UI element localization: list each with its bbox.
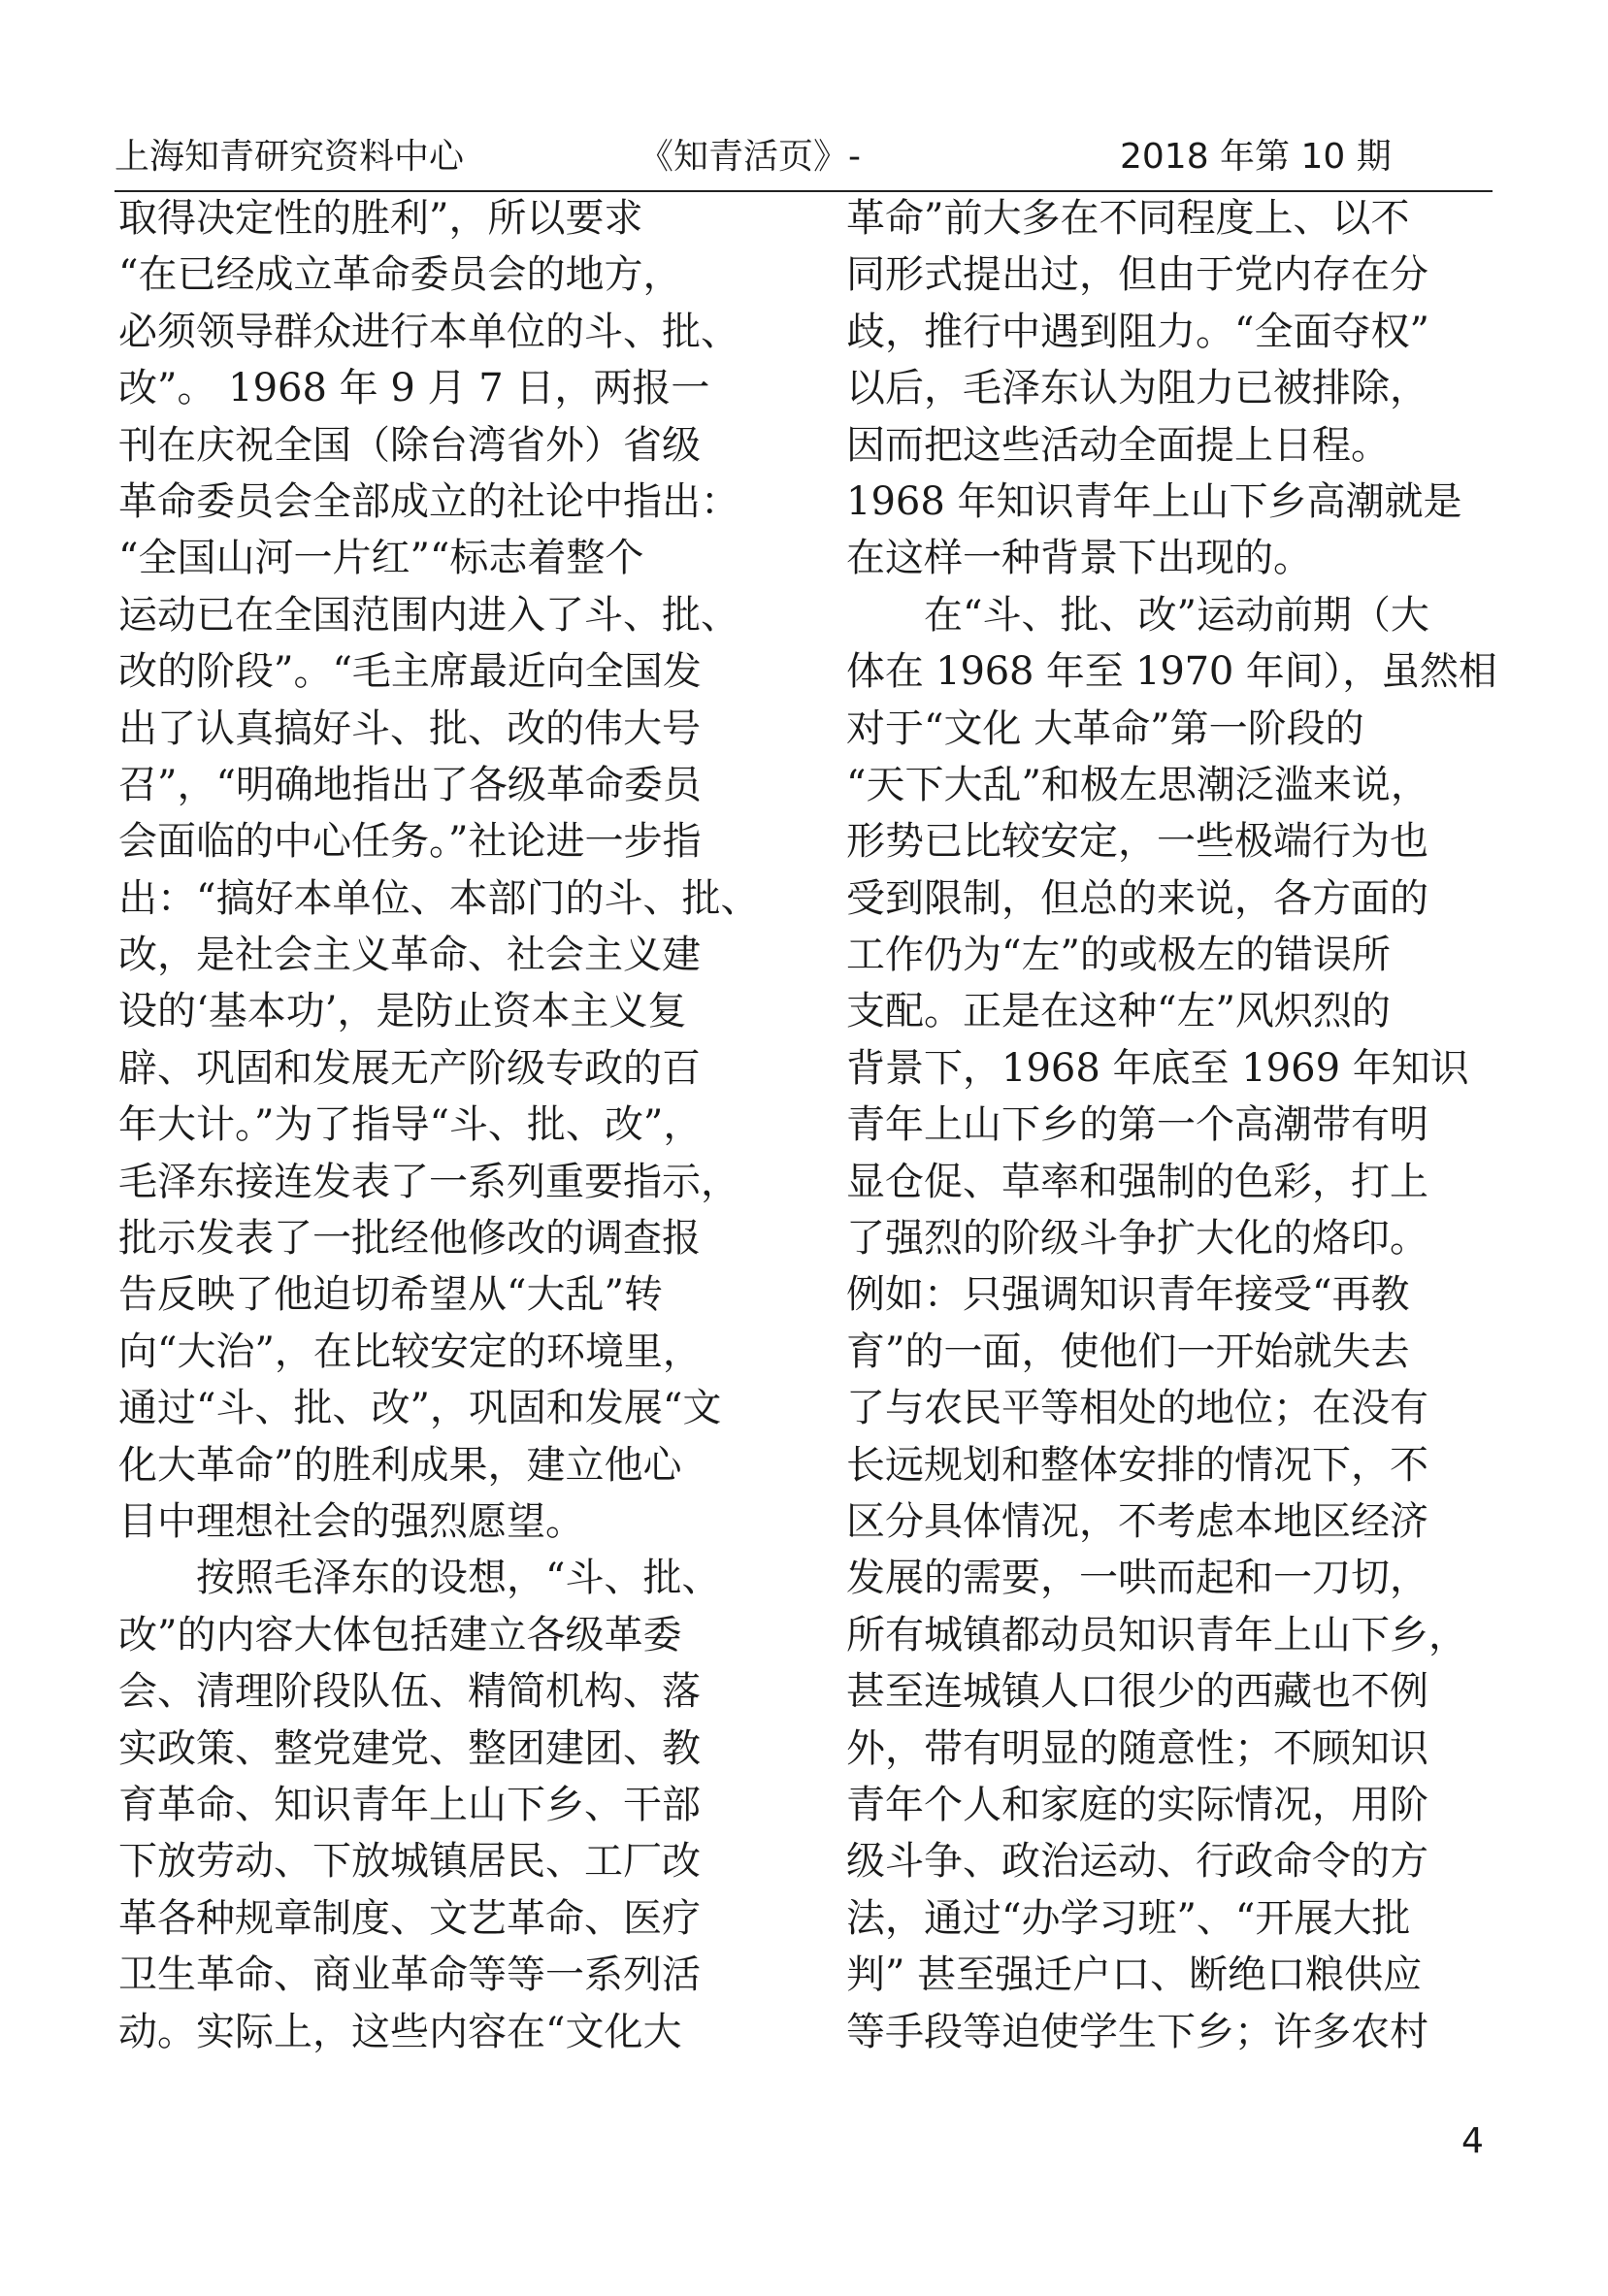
text-line: 批示发表了一批经他修改的调查报 — [118, 1216, 701, 1262]
text-line: 会面临的中心任务。”社论进一步指 — [118, 819, 702, 865]
text-line: 改”。 1968 年 9 月 7 日，两报一 — [118, 366, 710, 411]
text-line: 下放劳动、下放城镇居民、工厂改 — [118, 1839, 701, 1885]
right-column — [846, 190, 1496, 2060]
text-line: 改，是社会主义革命、社会主义建 — [118, 933, 701, 978]
text-line: 在“斗、批、改”运动前期（大 — [846, 592, 1429, 638]
text-line: 青年上山下乡的第一个高潮带有明 — [846, 1102, 1428, 1148]
text-line: 刊在庆祝全国（除台湾省外）省级 — [118, 422, 701, 468]
text-line: 设的‘基本功’，是防止资本主义复 — [118, 989, 687, 1034]
text-line: 辟、巩固和发展无产阶级专政的百 — [118, 1045, 701, 1091]
text-line: 运动已在全国范围内进入了斗、批、 — [118, 592, 739, 638]
text-line: 出了认真搞好斗、批、改的伟大号 — [118, 705, 701, 751]
text-line: 发展的需要，一哄而起和一刀切， — [846, 1556, 1428, 1601]
text-line: 歧，推行中遇到阻力。“全面夺权” — [846, 309, 1429, 354]
running-header — [115, 128, 1493, 186]
text-line: 出：“搞好本单位、本部门的斗、批、 — [118, 875, 760, 921]
text-line: 同形式提出过，但由于党内存在分 — [846, 252, 1428, 298]
text-line: 甚至连城镇人口很少的西藏也不例 — [846, 1669, 1428, 1715]
text-line: 毛泽东接连发表了一系列重要指示， — [118, 1159, 739, 1204]
text-line: 会、清理阶段队伍、精简机构、落 — [118, 1669, 701, 1715]
text-line: 长远规划和整体安排的情况下，不 — [846, 1442, 1428, 1488]
text-line: 年大计。”为了指导“斗、批、改”， — [118, 1102, 703, 1148]
text-line: 例如：只强调知识青年接受“再教 — [846, 1272, 1410, 1318]
header-issue: 2018 年第 10 期 — [1120, 137, 1392, 177]
text-line: 级斗争、政治运动、行政命令的方 — [846, 1839, 1428, 1885]
text-line: 目中理想社会的强烈愿望。 — [118, 1498, 584, 1544]
text-line: 育革命、知识青年上山下乡、干部 — [118, 1782, 701, 1827]
page-number: 4 — [1461, 2121, 1484, 2161]
text-line: 召”，“明确地指出了各级革命委员 — [118, 762, 702, 807]
text-line: 背景下，1968 年底至 1969 年知识 — [846, 1045, 1469, 1091]
text-line: 取得决定性的胜利”，所以要求 — [118, 196, 643, 241]
text-line: 显仓促、草率和强制的色彩，打上 — [846, 1159, 1428, 1204]
text-line: 卫生革命、商业革命等等一系列活 — [118, 1952, 701, 1998]
text-line: 以后，毛泽东认为阻力已被排除， — [846, 366, 1428, 411]
text-line: 告反映了他迫切希望从“大乱”转 — [118, 1272, 663, 1318]
text-line: 了强烈的阶级斗争扩大化的烙印。 — [846, 1216, 1428, 1262]
text-line: 改”的内容大体包括建立各级革委 — [118, 1612, 682, 1657]
text-line: 形势已比较安定，一些极端行为也 — [846, 819, 1428, 865]
text-line: 革命”前大多在不同程度上、以不 — [846, 196, 1410, 241]
text-line: 改的阶段”。“毛主席最近向全国发 — [118, 649, 702, 695]
text-line: “全国山河一片红”“标志着整个 — [118, 536, 644, 581]
text-line: 判” 甚至强迁户口、断绝口粮供应 — [846, 1952, 1423, 1998]
text-line: 受到限制，但总的来说，各方面的 — [846, 875, 1428, 921]
text-line: “天下大乱”和极左思潮泛滥来说， — [846, 762, 1429, 807]
text-line: 工作仍为“左”的或极左的错误所 — [846, 933, 1391, 978]
header-journal-title: 《知青活页》- — [639, 137, 861, 177]
left-column — [118, 190, 769, 2060]
text-line: 对于“文化 大革命”第一阶段的 — [846, 705, 1364, 751]
text-line: 青年个人和家庭的实际情况，用阶 — [846, 1782, 1428, 1827]
text-line: 体在 1968 年至 1970 年间），虽然相 — [846, 649, 1497, 695]
text-line: 育”的一面，使他们一开始就失去 — [846, 1328, 1410, 1374]
header-publisher: 上海知青研究资料中心 — [115, 137, 465, 177]
text-line: “在已经成立革命委员会的地方， — [118, 252, 682, 298]
text-line: 通过“斗、批、改”，巩固和发展“文 — [118, 1386, 722, 1431]
text-line: 向“大治”，在比较安定的环境里， — [118, 1328, 702, 1374]
text-line: 动。实际上，这些内容在“文化大 — [118, 2009, 682, 2054]
text-line: 革各种规章制度、文艺革命、医疗 — [118, 1895, 701, 1941]
text-line: 了与农民平等相处的地位；在没有 — [846, 1386, 1428, 1431]
text-line: 化大革命”的胜利成果，建立他心 — [118, 1442, 682, 1488]
text-line: 所有城镇都动员知识青年上山下乡， — [846, 1612, 1467, 1657]
text-line: 支配。正是在这种“左”风炽烈的 — [846, 989, 1391, 1034]
text-line: 在这样一种背景下出现的。 — [846, 536, 1312, 581]
text-line: 按照毛泽东的设想，“斗、批、 — [118, 1556, 721, 1601]
text-line: 因而把这些活动全面提上日程。 — [846, 422, 1390, 468]
text-line: 区分具体情况，不考虑本地区经济 — [846, 1498, 1428, 1544]
text-line: 1968 年知识青年上山下乡高潮就是 — [846, 478, 1462, 524]
text-line: 实政策、整党建党、整团建团、教 — [118, 1725, 701, 1771]
text-line: 外，带有明显的随意性；不顾知识 — [846, 1725, 1428, 1771]
text-line: 法，通过“办学习班”、“开展大批 — [846, 1895, 1411, 1941]
text-line: 革命委员会全部成立的社论中指出： — [118, 478, 739, 524]
text-line: 必须领导群众进行本单位的斗、批、 — [118, 309, 739, 354]
text-line: 等手段等迫使学生下乡；许多农村 — [846, 2009, 1428, 2054]
